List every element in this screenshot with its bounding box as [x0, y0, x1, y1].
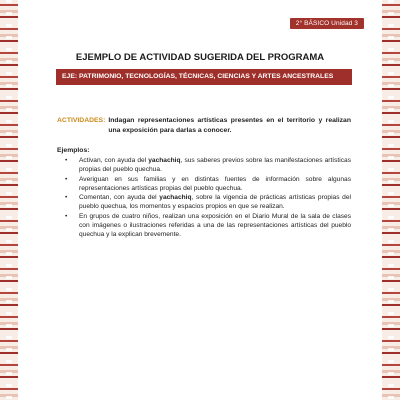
list-item-text: Averiguan en sus familias y en distintas fuentes de información sobre algunas representaciones artísticas propias del pueblo quechua. [79, 175, 351, 192]
bullet-icon: • [65, 157, 68, 164]
list-item [57, 193, 351, 212]
list-item-keyword: yachachiq [148, 157, 181, 164]
list-item-keyword: yachachiq [159, 194, 192, 202]
bullet-icon: • [65, 212, 68, 220]
eje-banner: EJE: PATRIMONIO, TECNOLOGÍAS, TÉCNICAS, CIENCIAS Y ARTES ANCESTRALES [56, 69, 352, 85]
list-item [57, 212, 351, 240]
examples-label: Ejemplos: [57, 147, 90, 154]
activities-label: ACTIVIDADES: [57, 117, 106, 124]
list-item-text: Comentan, con ayuda del [79, 194, 160, 202]
list-item-text: Activan, con ayuda del [79, 157, 149, 164]
unit-badge: 2° BÁSICO Unidad 3 [290, 18, 364, 29]
decorative-border-right [382, 0, 400, 400]
list-item-text: En grupos de cuatro niños, realizan una exposición en el Diario Mural de la sala de clases con imágenes o ilustraciones referidas a una de las representaciones artísticas del pueblo quechua y la explican brevemente. [79, 212, 351, 239]
list-item-text: , sobre la vigencia de prácticas artísticas propias del pueblo quechua, los momentos y espacios propios en que se realizan. [79, 194, 351, 211]
page-title: EJEMPLO DE ACTIVIDAD SUGERIDA DEL PROGRAMA [75, 52, 325, 63]
list-item [57, 175, 351, 194]
bullet-icon: • [65, 194, 68, 202]
list-item [57, 156, 351, 175]
examples-list [57, 156, 351, 240]
activities-section [57, 116, 351, 135]
activities-text: Indagan representaciones artísticas presentes en el territorio y realizan una exposición para darlas a conocer. [108, 117, 351, 134]
bullet-icon: • [65, 175, 68, 183]
decorative-border-left [0, 0, 18, 400]
list-item-text: , sus saberes previos sobre las manifestaciones artísticas propias del pueblo quechua. [79, 157, 351, 174]
